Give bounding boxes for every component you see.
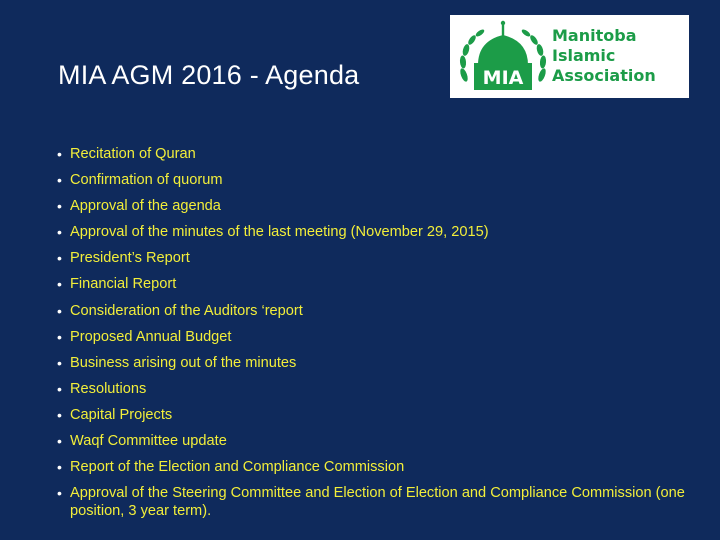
agenda-item [57,198,687,216]
agenda-item-text: Approval of the agenda [70,198,221,215]
logo-line-2: Islamic [552,46,616,65]
agenda-item-text: Approval of the Steering Committee and Election of Election and Compliance Commission (one position, 3 year term). [70,485,685,519]
bullet-icon: • [57,224,62,241]
agenda-item-text: Proposed Annual Budget [70,328,232,345]
agenda-item [57,146,687,164]
agenda-item-text: Report of the Election and Compliance Commission [70,459,405,476]
bullet-icon: • [57,276,62,293]
bullet-icon: • [57,302,62,319]
agenda-item-text: Financial Report [70,276,177,293]
bullet-icon: • [57,406,62,423]
agenda-item-text: Recitation of Quran [70,146,196,162]
bullet-icon: • [57,250,62,267]
agenda-item-text: Consideration of the Auditors ‘report [70,302,303,319]
bullet-icon: • [57,354,62,371]
agenda-item [57,355,687,373]
agenda-item [57,433,687,451]
agenda-list [57,146,687,529]
bullet-icon: • [57,459,62,476]
agenda-item [57,172,687,190]
agenda-item-text: Resolutions [70,380,147,397]
agenda-item [57,407,687,425]
bullet-icon: • [57,172,62,189]
logo-wordmark [552,26,687,86]
slide-title: MIA AGM 2016 - Agenda [58,60,360,90]
agenda-item [57,329,687,347]
agenda-item [57,485,687,520]
logo-acronym: MIA [482,67,524,89]
bullet-icon: • [57,485,62,502]
agenda-item-text: Confirmation of quorum [70,172,223,189]
logo-line-1: Manitoba [552,26,637,45]
agenda-item-text: Approval of the minutes of the last meeting (November 29, 2015) [70,224,489,241]
agenda-item [57,276,687,294]
mia-logo [450,15,689,98]
agenda-item [57,303,687,321]
agenda-item-text: Capital Projects [70,406,173,423]
agenda-item [57,250,687,268]
mosque-dome-icon [454,19,552,94]
bullet-icon: • [57,433,62,450]
logo-line-3: Association [552,66,656,85]
agenda-item-text: Business arising out of the minutes [70,354,297,371]
agenda-item [57,459,687,477]
agenda-item-text: Waqf Committee update [70,433,227,450]
bullet-icon: • [57,380,62,397]
bullet-icon: • [57,146,62,162]
bullet-icon: • [57,198,62,215]
agenda-item [57,224,687,242]
agenda-item [57,381,687,399]
bullet-icon: • [57,328,62,345]
agenda-item-text: President’s Report [70,250,190,267]
